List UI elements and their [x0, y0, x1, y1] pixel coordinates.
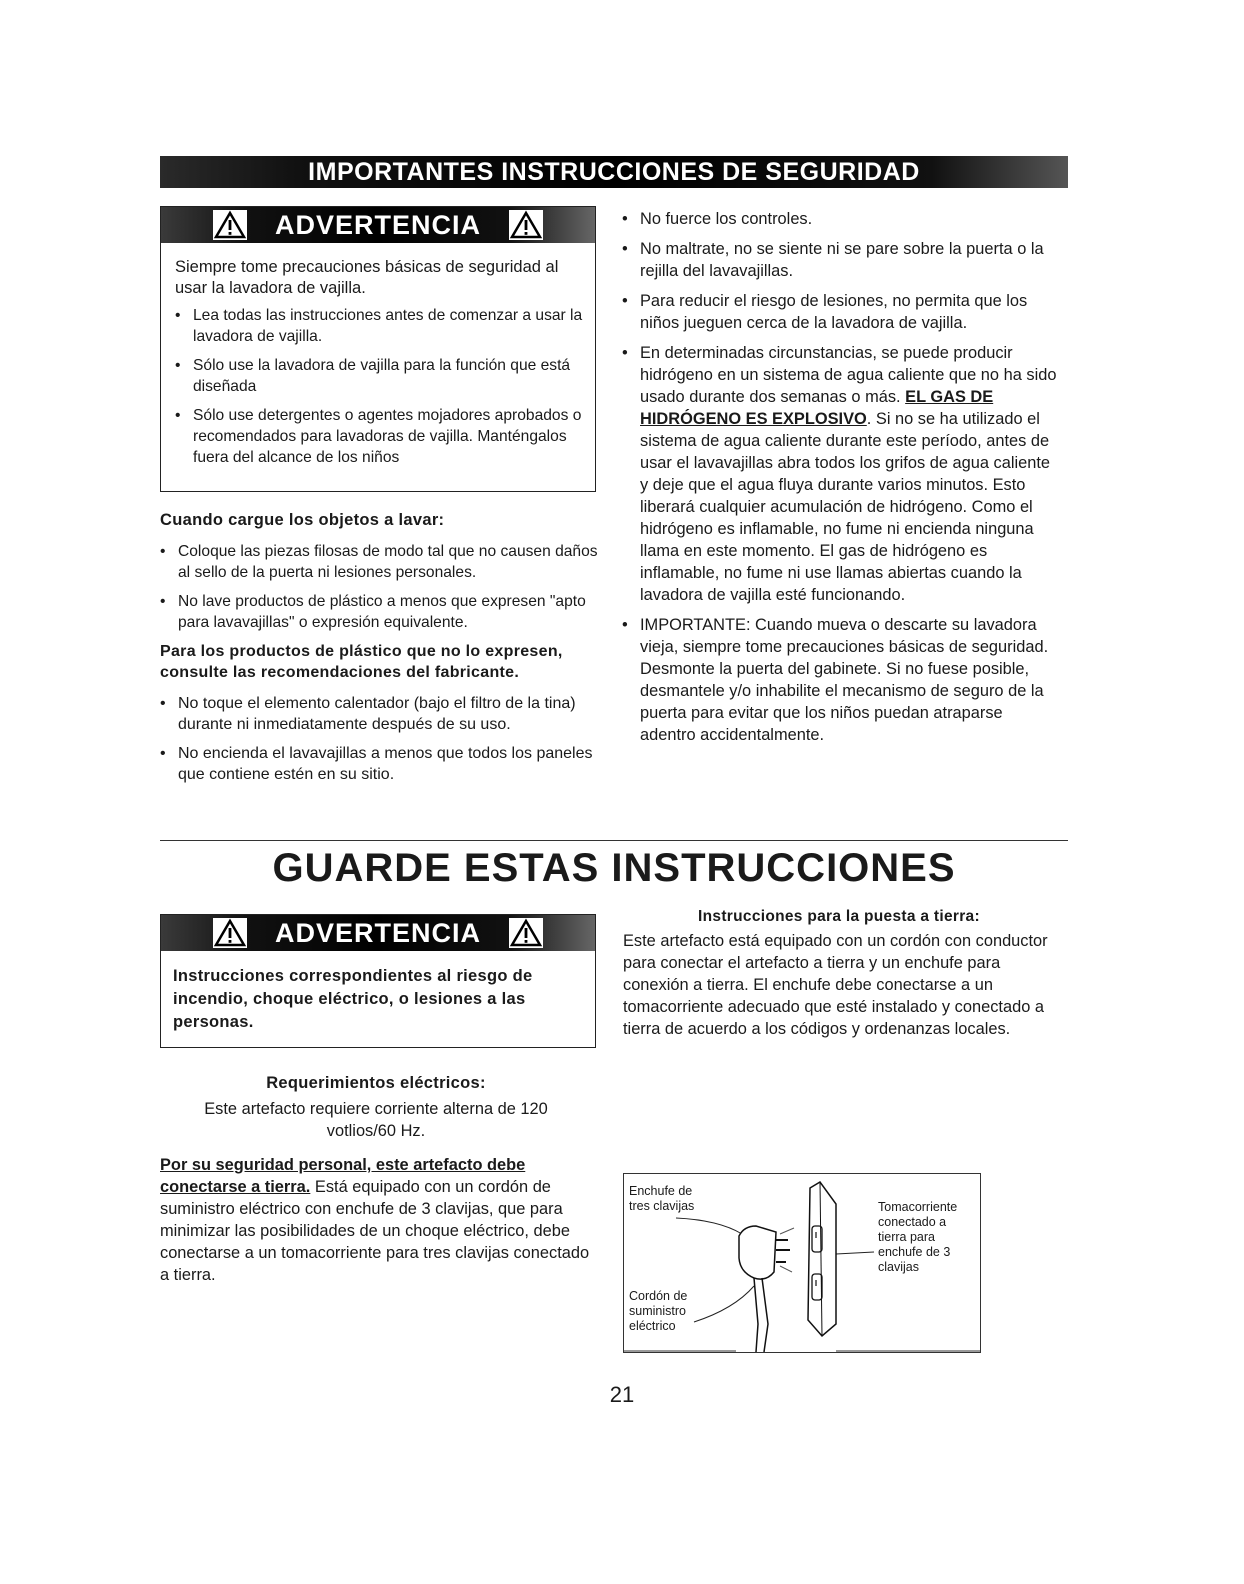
list-item: • No encienda el lavavajillas a menos que todos los paneles que contiene estén en su sitio.: [160, 743, 598, 785]
list-item: • Lea todas las instrucciones antes de comenzar a usar la lavadora de vajilla.: [175, 305, 583, 347]
grounding-section: [623, 906, 1055, 1040]
warning-heading: ADVERTENCIA: [274, 209, 481, 240]
warning-triangle-icon: [509, 918, 543, 948]
hydrogen-warning: EL GAS DE HIDRÓGENO ES EXPLOSIVO: [640, 388, 994, 428]
outlet-label: Tomacorriente conectado a tierra para enchufe de 3 clavijas: [878, 1200, 958, 1274]
warning-header: [161, 915, 595, 951]
divider: [160, 840, 1068, 841]
hydrogen-text: En determinadas circunstancias, se puede producir hidrógeno en un sistema de agua caliente que no ha sido usado durante dos semanas o más.: [640, 344, 1057, 406]
plastic-note: Para los productos de plástico que no lo expresen, consulte las recomendaciones del fabricante.: [160, 643, 563, 681]
loading-section: [160, 510, 598, 793]
plug-diagram: [623, 1173, 981, 1353]
list-item: • No fuerce los controles.: [622, 208, 1062, 230]
grounding-heading: Instrucciones para la puesta a tierra:: [698, 908, 980, 925]
list-item: • No maltrate, no se siente ni se pare sobre la puerta o la rejilla del lavavajillas.: [622, 238, 1062, 282]
electrical-section: [160, 1072, 592, 1286]
warning-header: [161, 207, 595, 243]
page-number: 21: [609, 1382, 635, 1407]
list-item: • IMPORTANTE: Cuando mueva o descarte su lavadora vieja, siempre tome precauciones básicas de seguridad. Desmonte la puerta del gabinete. Si no fuese posible, desmantele y/o inhabilite el mecanismo de seguro de la puerta para evitar que los niños puedan atraparse adentro accidentalmente.: [622, 614, 1062, 746]
right-column: [622, 208, 1062, 754]
list-item: • Para reducir el riesgo de lesiones, no permita que los niños jueguen cerca de la lavadora de vajilla.: [622, 290, 1062, 334]
grounding-body: Este artefacto está equipado con un cordón con conductor para conectar el artefacto a tierra y un enchufe para conexión a tierra. El enchufe debe conectarse a un tomacorriente adecuado que esté instalado y conectado a tierra de acuerdo a los códigos y ordenanzas locales.: [623, 932, 1048, 1038]
safety-list: [622, 208, 1062, 746]
warning-triangle-icon: [213, 918, 247, 948]
electrical-heading: Requerimientos eléctricos:: [266, 1074, 486, 1092]
list-item: • Sólo use la lavadora de vajilla para la función que está diseñada: [175, 355, 583, 397]
electrical-requirement: Este artefacto requiere corriente alterna de 120 votlios/60 Hz.: [204, 1100, 548, 1140]
save-instructions-title: GUARDE ESTAS INSTRUCCIONES: [272, 846, 956, 890]
plug-label: Enchufe de tres clavijas: [629, 1184, 695, 1213]
loading-heading: Cuando cargue los objetos a lavar:: [160, 511, 445, 529]
warning-box-electrical: [160, 914, 596, 1048]
section-title-banner: IMPORTANTES INSTRUCCIONES DE SEGURIDAD: [160, 156, 1068, 188]
safety-body: Está equipado con un cordón de suministro eléctrico con enchufe de 3 clavijas, que para minimizar las posibilidades de un choque eléctrico, debe conectarse a un tomacorriente para tres clavijas conectado a tierra.: [160, 1178, 590, 1284]
list-item: • No toque el elemento calentador (bajo el filtro de la tina) durante ni inmediatamente después de su uso.: [160, 693, 598, 735]
list-item: • Coloque las piezas filosas de modo tal que no causen daños al sello de la puerta ni lesiones personales.: [160, 541, 598, 583]
plug-outlet-illustration: [624, 1174, 980, 1352]
warning-triangle-icon: [509, 210, 543, 240]
hydrogen-text-2: . Si no se ha utilizado el sistema de agua caliente durante este período, antes de usar el lavavajillas abra todos los grifos de agua caliente y deje que el agua fluya durante varios minutos. Esto liberará cualquier acumulación de hidrógeno. Como el hidrógeno es inflamable, no fume ni encienda ninguna llama en este momento. El gas de hidrógeno es inflamable, no fume ni use llamas abiertas cuando la lavadora de vajilla esté funcionando.: [640, 410, 1051, 604]
list-item: • No lave productos de plástico a menos que expresen "apto para lavavajillas" o expresión equivalente.: [160, 591, 598, 633]
cord-label: Cordón de suministro eléctrico: [629, 1289, 688, 1333]
list-item-hydrogen: [622, 342, 1062, 606]
warning-heading: ADVERTENCIA: [274, 917, 481, 948]
loading-list: [160, 541, 598, 633]
loading-list-2: [160, 693, 598, 785]
warning-intro: Siempre tome precauciones básicas de seguridad al usar la lavadora de vajilla.: [175, 258, 559, 297]
warning-list: [175, 305, 583, 468]
list-item: • Sólo use detergentes o agentes mojadores aprobados o recomendados para lavadoras de vajilla. Manténgalos fuera del alcance de los niños: [175, 405, 583, 468]
warning-body: Instrucciones correspondientes al riesgo de incendio, choque eléctrico, o lesiones a las personas.: [173, 967, 533, 1031]
safety-emphasis: Por su seguridad personal, este artefacto debe conectarse a tierra.: [160, 1156, 526, 1196]
warning-box-general: [160, 206, 596, 492]
grounding-safety-text: [160, 1154, 592, 1286]
warning-triangle-icon: [213, 210, 247, 240]
